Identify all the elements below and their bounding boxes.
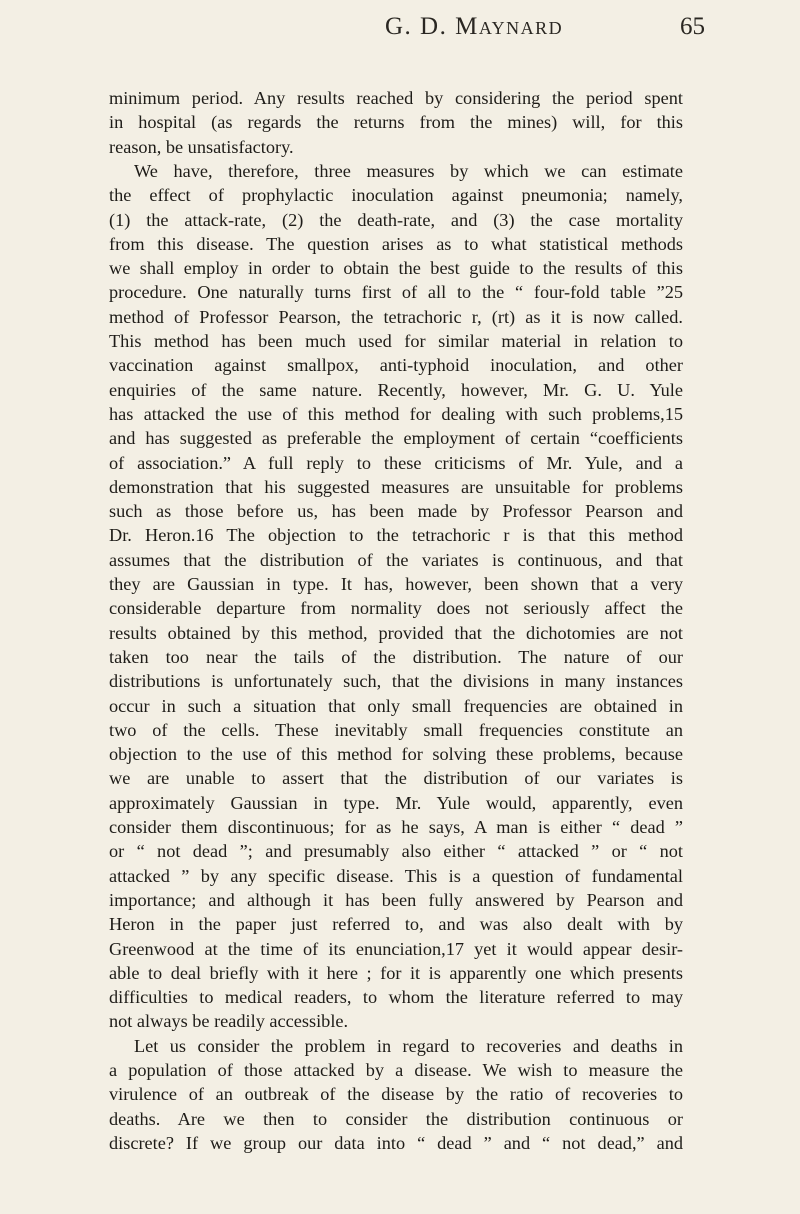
text-line: Let us consider the problem in regard to recoveries and deaths in — [134, 1035, 683, 1056]
text-line: importance; and although it has been fully answered by Pearson and — [109, 889, 683, 910]
text-line: Heron in the paper just referred to, and was also dealt with by — [109, 914, 683, 935]
text-line: consider them discontinuous; for as he says, A man is either “ dead ” — [109, 817, 683, 837]
text-line: demonstration that his suggested measures are unsuitable for problems — [109, 476, 683, 497]
text-line: method of Professor Pearson, the tetrachoric r, (rt) as it is now called. — [109, 306, 683, 327]
running-head-author: G. D. Maynard — [385, 13, 564, 40]
text-line: assumes that the distribution of the variates is continuous, and that — [109, 549, 683, 570]
text-line: in hospital (as regards the returns from the mines) will, for this — [109, 112, 683, 133]
text-line: considerable departure from normality does not seriously affect the — [109, 598, 683, 619]
text-line: they are Gaussian in type. It has, however, been shown that a very — [109, 574, 683, 594]
text-line: virulence of an outbreak of the disease by the ratio of recoveries to — [109, 1084, 683, 1105]
text-line: the effect of prophylactic inoculation against pneumonia; namely, — [109, 185, 683, 206]
text-line: of association.” A full reply to these criticisms of Mr. Yule, and a — [109, 452, 683, 473]
text-line: such as those before us, has been made by Professor Pearson and — [109, 501, 683, 522]
text-line: results obtained by this method, provided that the dichotomies are not — [109, 622, 683, 643]
text-line: we are unable to assert that the distribution of our variates is — [109, 768, 683, 789]
text-line: Greenwood at the time of its enunciation,17 yet it would appear desir- — [109, 938, 683, 959]
text-line: discrete? If we group our data into “ dead ” and “ not dead,” and — [109, 1132, 683, 1153]
text-line: approximately Gaussian in type. Mr. Yule would, apparently, even — [109, 792, 683, 813]
text-line: procedure. One naturally turns first of all to the “ four-fold table ”25 — [109, 282, 683, 303]
text-line: Dr. Heron.16 The objection to the tetrachoric r is that this method — [109, 525, 683, 546]
text-line: a population of those attacked by a disease. We wish to measure the — [109, 1060, 683, 1080]
text-line: objection to the use of this method for solving these problems, because — [109, 744, 683, 765]
text-line: or “ not dead ”; and presumably also either “ attacked ” or “ not — [109, 841, 683, 862]
text-line: has attacked the use of this method for dealing with such problems,15 — [109, 403, 683, 424]
text-line: attacked ” by any specific disease. This is a question of fundamental — [109, 865, 683, 886]
text-line: deaths. Are we then to consider the distribution continuous or — [109, 1108, 683, 1129]
text-line: enquiries of the same nature. Recently, however, Mr. G. U. Yule — [109, 379, 683, 400]
text-line: able to deal briefly with it here ; for it is apparently one which presents — [109, 962, 683, 983]
text-line: distributions is unfortunately such, that the divisions in many instances — [109, 671, 683, 692]
running-head — [0, 13, 800, 45]
text-line: occur in such a situation that only small frequencies are obtained in — [109, 695, 683, 716]
text-line: vaccination against smallpox, anti-typhoid inoculation, and other — [109, 355, 683, 376]
text-line: two of the cells. These inevitably small frequencies constitute an — [109, 719, 683, 740]
text-line: taken too near the tails of the distribution. The nature of our — [109, 646, 683, 667]
page-number: 65 — [680, 13, 705, 40]
text-line: from this disease. The question arises as to what statistical methods — [109, 233, 683, 254]
text-line: This method has been much used for similar material in relation to — [109, 331, 683, 351]
text-line: not always be readily accessible. — [109, 1011, 349, 1032]
text-line: We have, therefore, three measures by which we can estimate — [134, 160, 683, 181]
text-line: we shall employ in order to obtain the best guide to the results of this — [109, 258, 683, 279]
text-line: and has suggested as preferable the employment of certain “coefficients — [109, 428, 683, 449]
text-line: (1) the attack-rate, (2) the death-rate, and (3) the case mortality — [109, 209, 683, 230]
text-line: reason, be unsatisfactory. — [109, 136, 294, 157]
text-line: minimum period. Any results reached by considering the period spent — [109, 88, 683, 108]
text-line: difficulties to medical readers, to whom the literature referred to may — [109, 987, 683, 1008]
